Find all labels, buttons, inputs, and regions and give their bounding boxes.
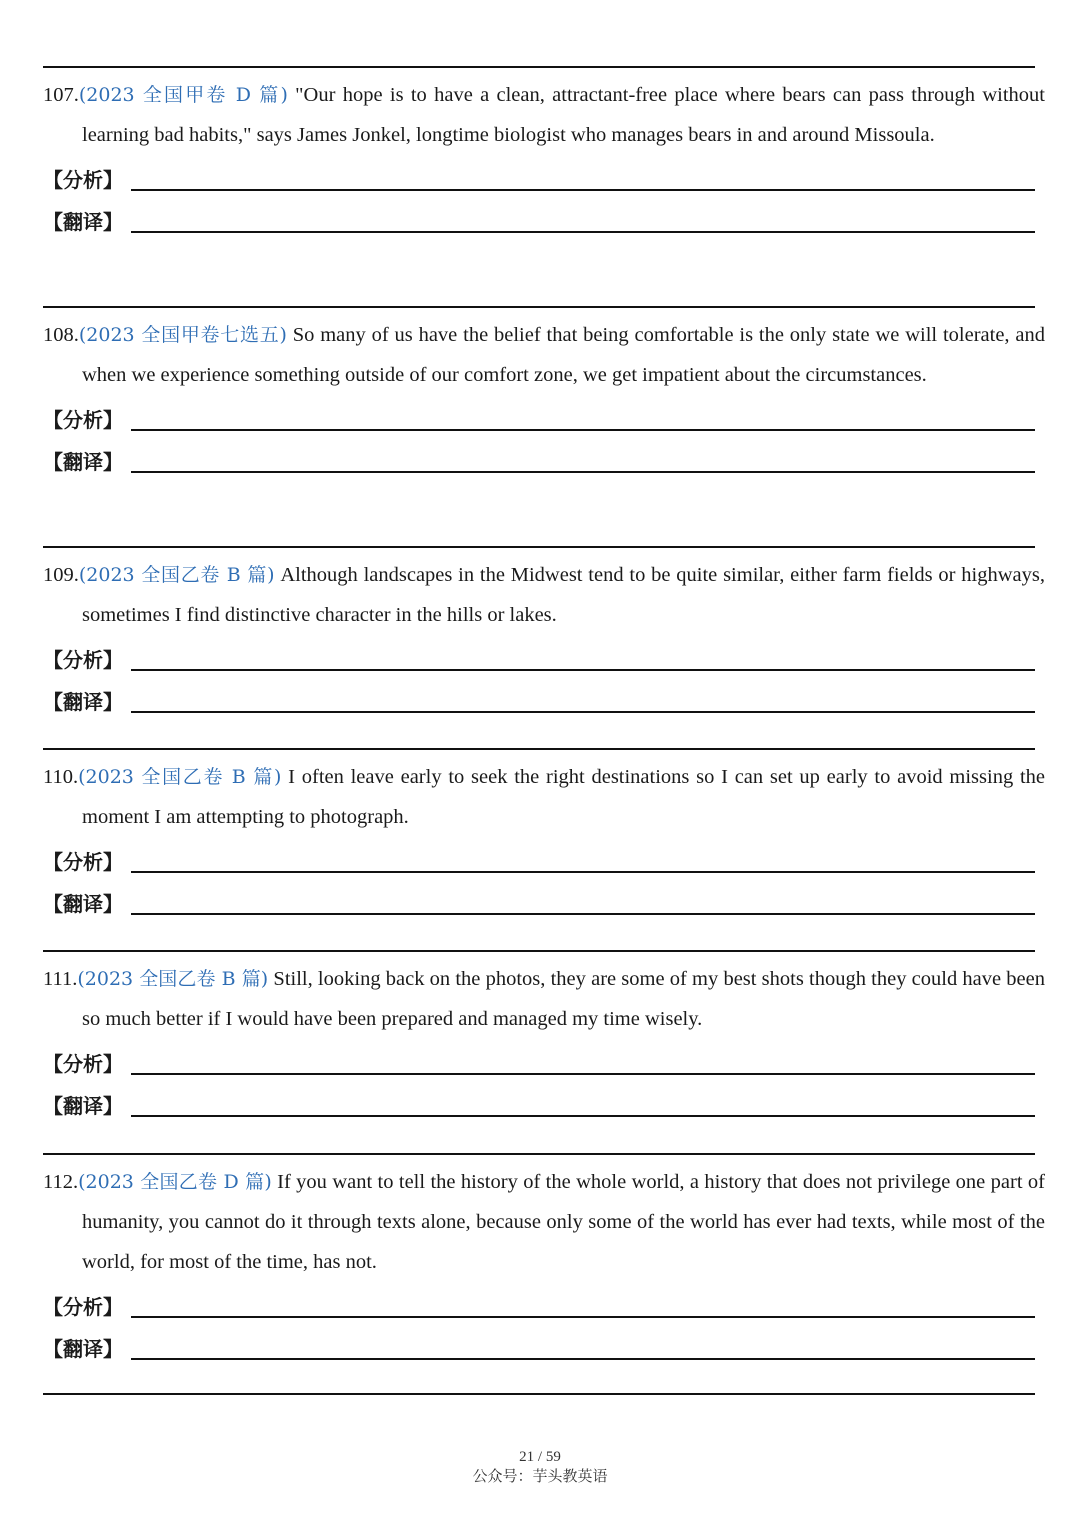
separator-rule — [43, 950, 1035, 952]
separator-rule — [43, 66, 1035, 68]
analysis-answer-line[interactable] — [131, 189, 1035, 191]
analysis-label: 【分析】 — [43, 1295, 123, 1319]
analysis-row — [43, 1039, 1045, 1081]
analysis-row — [43, 837, 1045, 879]
separator-rule — [43, 306, 1035, 308]
question-source: (2023 全国乙卷 D 篇) — [78, 1171, 272, 1193]
translation-answer-line[interactable] — [131, 471, 1035, 473]
question-text: I often leave early to seek the right destinations so I can set up early to avoid missing the moment I am attempting to photograph. — [82, 766, 1045, 828]
translation-row — [43, 437, 1045, 479]
question-text: Still, looking back on the photos, they are some of my best shots though they could have been so much better if I would have been prepared and managed my time wisely. — [82, 968, 1045, 1030]
question-item — [43, 757, 1045, 921]
analysis-label: 【分析】 — [43, 648, 123, 672]
translation-label: 【翻译】 — [43, 1337, 123, 1361]
analysis-label: 【分析】 — [43, 850, 123, 874]
question-text: "Our hope is to have a clean, attractant-free place where bears can pass through without learning bad habits," says James Jonkel, longtime biologist who manages bears in and around Missoula. — [82, 84, 1045, 146]
translation-answer-line[interactable] — [131, 1358, 1035, 1360]
question-sentence — [43, 315, 1045, 395]
question-sentence — [43, 555, 1045, 635]
question-sentence — [43, 757, 1045, 837]
question-sentence — [43, 1162, 1045, 1282]
question-sentence — [43, 959, 1045, 1039]
analysis-answer-line[interactable] — [131, 1073, 1035, 1075]
question-item — [43, 959, 1045, 1123]
question-number: 110. — [43, 766, 79, 788]
question-source: (2023 全国甲卷七选五) — [78, 324, 287, 346]
separator-rule — [43, 1393, 1035, 1395]
question-source: (2023 全国乙卷 B 篇) — [78, 766, 282, 788]
question-source: (2023 全国乙卷 B 篇) — [77, 968, 269, 990]
translation-row — [43, 677, 1045, 719]
translation-row — [43, 1081, 1045, 1123]
translation-label: 【翻译】 — [43, 450, 123, 474]
analysis-label: 【分析】 — [43, 1052, 123, 1076]
analysis-row — [43, 635, 1045, 677]
question-text: If you want to tell the history of the whole world, a history that does not privilege one part of humanity, you cannot do it through texts alone, because only some of the world has ever had texts, while most of the world, for most of the time, has not. — [82, 1171, 1045, 1273]
question-number: 107. — [43, 84, 79, 106]
translation-label: 【翻译】 — [43, 892, 123, 916]
separator-rule — [43, 748, 1035, 750]
analysis-row — [43, 395, 1045, 437]
translation-answer-line[interactable] — [131, 231, 1035, 233]
question-sentence — [43, 75, 1045, 155]
question-number: 111. — [43, 968, 78, 990]
translation-row — [43, 1324, 1045, 1366]
translation-label: 【翻译】 — [43, 1094, 123, 1118]
translation-label: 【翻译】 — [43, 210, 123, 234]
separator-rule — [43, 546, 1035, 548]
question-number: 109. — [43, 564, 79, 586]
analysis-label: 【分析】 — [43, 408, 123, 432]
translation-answer-line[interactable] — [131, 711, 1035, 713]
question-item — [43, 75, 1045, 239]
separator-rule — [43, 1153, 1035, 1155]
analysis-answer-line[interactable] — [131, 669, 1035, 671]
question-item — [43, 315, 1045, 479]
translation-row — [43, 197, 1045, 239]
analysis-answer-line[interactable] — [131, 1316, 1035, 1318]
page-number: 21 / 59 — [519, 1449, 561, 1465]
analysis-answer-line[interactable] — [131, 429, 1035, 431]
question-item — [43, 555, 1045, 719]
account-credit: 公众号：芋头教英语 — [472, 1467, 608, 1485]
translation-row — [43, 879, 1045, 921]
question-text: Although landscapes in the Midwest tend to be quite similar, either farm fields or highways, sometimes I find distinctive character in the hills or lakes. — [82, 564, 1045, 626]
analysis-answer-line[interactable] — [131, 871, 1035, 873]
question-number: 108. — [43, 324, 79, 346]
translation-label: 【翻译】 — [43, 690, 123, 714]
analysis-row — [43, 155, 1045, 197]
translation-answer-line[interactable] — [131, 1115, 1035, 1117]
question-source: (2023 全国甲卷 D 篇) — [78, 84, 288, 106]
question-text: So many of us have the belief that being comfortable is the only state we will tolerate, and when we experience something outside of our comfort zone, we get impatient about the circumstances. — [82, 324, 1046, 386]
translation-answer-line[interactable] — [131, 913, 1035, 915]
question-item — [43, 1162, 1045, 1366]
question-source: (2023 全国乙卷 B 篇) — [78, 564, 275, 586]
page-footer — [0, 1448, 1080, 1486]
analysis-row — [43, 1282, 1045, 1324]
question-number: 112. — [43, 1171, 79, 1193]
analysis-label: 【分析】 — [43, 168, 123, 192]
